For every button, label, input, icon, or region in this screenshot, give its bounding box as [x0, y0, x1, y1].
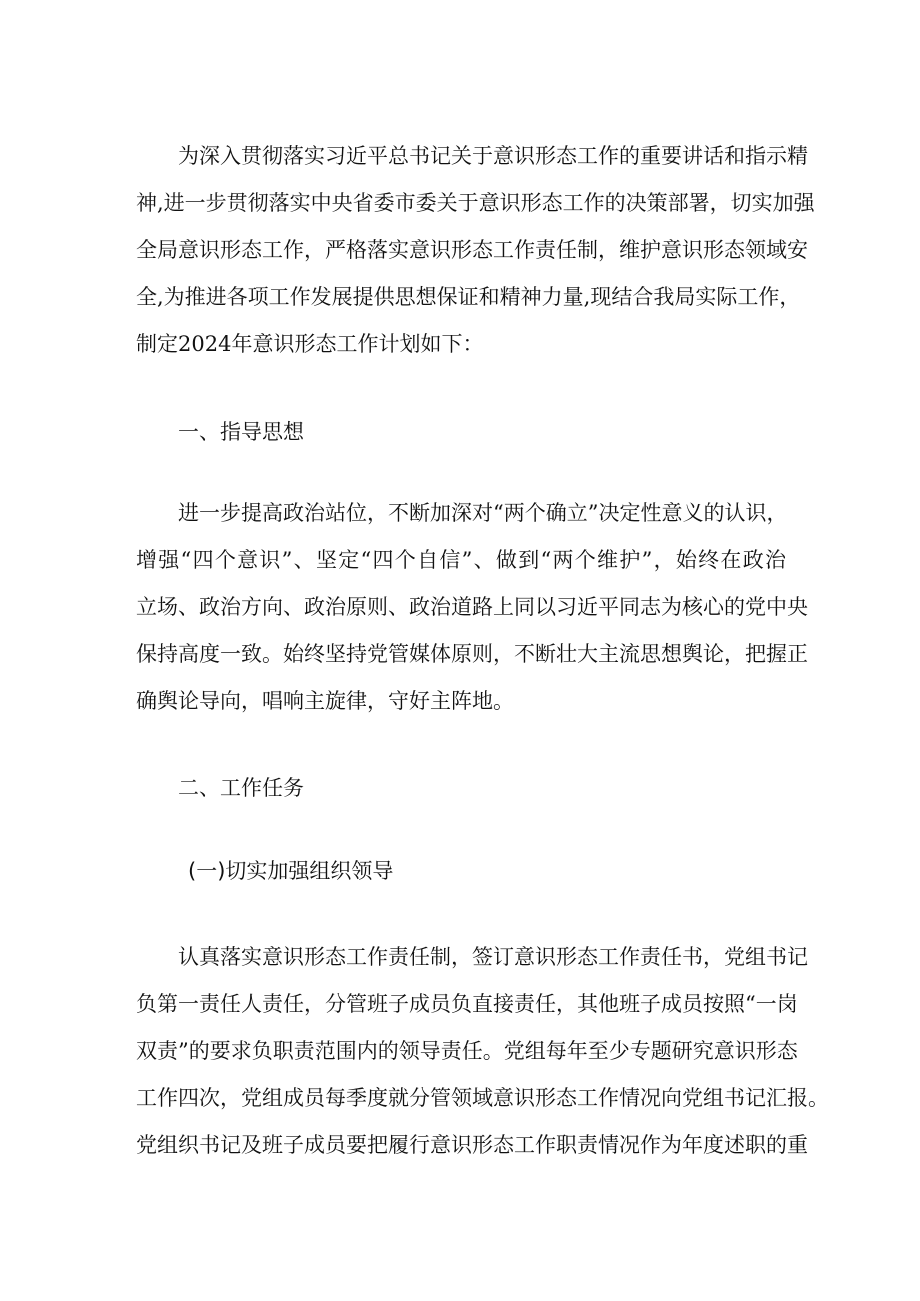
- subsection-heading-organization-leadership: (一)切实加强组织领导: [188, 859, 394, 883]
- paragraph-line: 进一步提高政治站位，不断加深对“两个确立”决定性意义的认识，: [178, 501, 788, 525]
- paragraph-line: 保持高度一致。始终坚持党管媒体原则，不断壮大主流思想舆论，把握正: [136, 642, 808, 666]
- paragraph-line: 双责”的要求负职责范围内的领导责任。党组每年至少专题研究意识形态: [136, 1039, 798, 1063]
- intro-line: 全,为推进各项工作发展提供思想保证和精神力量,现结合我局实际工作，: [136, 285, 801, 309]
- paragraph-line: 确舆论导向，唱响主旋律，守好主阵地。: [136, 689, 514, 713]
- intro-line: 为深入贯彻落实习近平总书记关于意识形态工作的重要讲话和指示精: [178, 144, 808, 168]
- paragraph-line: 党组织书记及班子成员要把履行意识形态工作职责情况作为年度述职的重: [136, 1133, 808, 1157]
- guiding-ideology-paragraph: [136, 490, 808, 725]
- organization-leadership-paragraph: [136, 934, 829, 1169]
- intro-line: 制定2024年意识形态工作计划如下：: [136, 332, 484, 356]
- paragraph-line: 负第一责任人责任，分管班子成员负直接责任，其他班子成员按照“一岗: [136, 992, 798, 1016]
- intro-paragraph: [136, 133, 815, 368]
- section-heading-work-tasks: 二、工作任务: [178, 776, 304, 800]
- intro-line: 神,进一步贯彻落实中央省委市委关于意识形态工作的决策部署，切实加强: [136, 191, 815, 215]
- intro-line: 全局意识形态工作，严格落实意识形态工作责任制，维护意识形态领域安: [136, 238, 808, 262]
- paragraph-line: 认真落实意识形态工作责任制，签订意识形态工作责任书，党组书记: [178, 945, 808, 969]
- paragraph-line: 增强“四个意识”、坚定“四个自信”、做到“两个维护”，始终在政治: [136, 548, 786, 572]
- paragraph-line: 立场、政治方向、政治原则、政治道路上同以习近平同志为核心的党中央: [136, 595, 808, 619]
- paragraph-line: 工作四次，党组成员每季度就分管领域意识形态工作情况向党组书记汇报。: [136, 1086, 829, 1110]
- section-heading-guiding-ideology: 一、指导思想: [178, 420, 304, 444]
